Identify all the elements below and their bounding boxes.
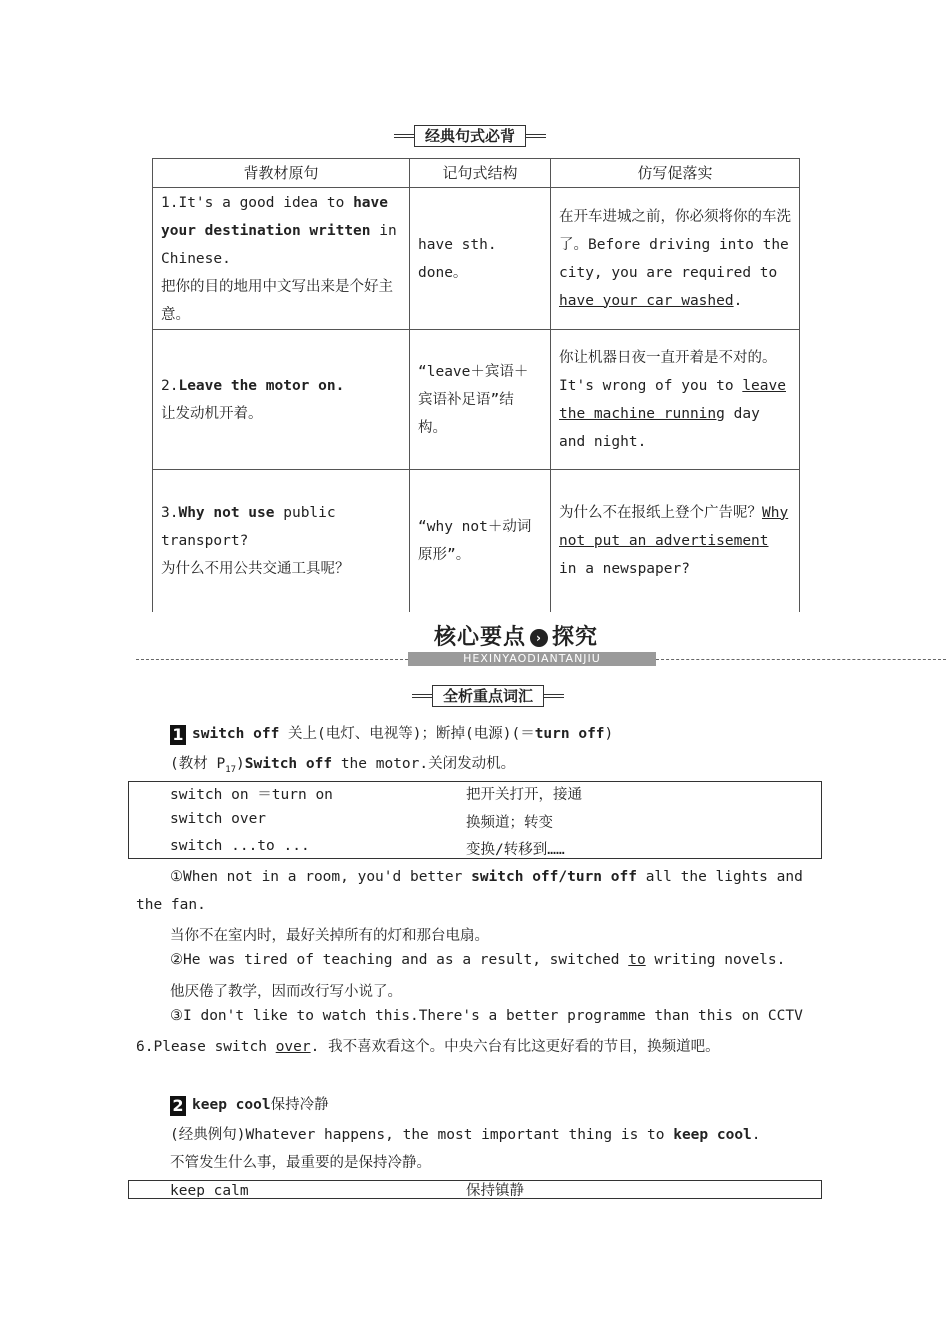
column-header: 背教材原句 [153,159,410,188]
section-title: 全析重点词汇 [432,685,544,707]
vocab-item-2-example: (经典例句)Whatever happens, the most important thing is to keep cool. [170,1127,761,1143]
arrow-icon: › [530,629,548,647]
structure-cell: “leave＋宾语＋宾语补足语”结构。 [410,330,551,470]
example-translation-2: 他厌倦了教学，因而改行写小说了。 [170,984,402,1000]
sentence-table [152,158,800,612]
original-sentence-cell: 3.Why not use public transport? 为什么不用公共交通工具呢？ [153,470,410,612]
column-header: 记句式结构 [410,159,551,188]
vocab-item-1-source-example: (教材 $P_{17})Switch$ off the motor.关闭发动机。 [170,756,516,775]
column-header: 仿写促落实 [551,159,800,188]
phrase-cn: 变换/转移到…… [466,842,565,858]
structure-cell: have sth. done。 [410,188,551,330]
phrase-cn: 保持镇静 [466,1183,524,1197]
structure-cell: “why not＋动词原形”。 [410,470,551,612]
core-banner-pinyin: HEXINYAODIANTANJIU [408,652,656,666]
phrase-en: switch on ＝turn on [170,787,333,803]
original-sentence-cell: 2.Leave the motor on. 让发动机开着。 [153,330,410,470]
phrase-cn: 把开关打开，接通 [466,787,582,803]
section-title: 经典句式必背 [414,125,526,147]
divider [136,659,408,660]
section-header-classic-sentences [394,124,546,148]
section-header-key-vocab [412,684,564,708]
phrase-en: keep calm [170,1183,249,1197]
example-sentence-1-cont: the fan. [136,897,206,913]
phrase-en: switch ...to ... [170,838,310,854]
core-banner-title: 核心要点 › 探究 [434,625,599,650]
practice-cell: 你让机器日夜一直开着是不对的。It's wrong of you to leave the machine running day and night. [551,330,800,470]
vocab-item-2-heading: 2 keep cool保持冷静 [170,1093,329,1116]
practice-cell: 在开车进城之前，你必须将你的车洗了。Before driving into the city, you are required to have your car washed. [551,188,800,330]
table-row [153,470,800,612]
item-number-badge: 1 [170,725,186,745]
vocab-item-1-heading: 1 switch off 关上(电灯、电视等)；断掉(电源)(＝turn off) [170,722,613,745]
example-sentence-3: ③I don't like to watch this.There's a better programme than this on CCTV [170,1008,803,1024]
table-row [153,330,800,470]
table-header-row [153,159,800,188]
phrase-en: switch over [170,811,267,827]
vocab-item-2-translation: 不管发生什么事，最重要的是保持冷静。 [170,1155,431,1171]
original-sentence-cell: 1.It's a good idea to have your destination written in Chinese. 把你的目的地用中文写出来是个好主意。 [153,188,410,330]
phrase-cn: 换频道；转变 [466,815,553,831]
table-row [153,188,800,330]
example-sentence-1: ①When not in a room, you'd better switch off/turn off all the lights and [170,869,803,885]
example-sentence-3-cont: 6.Please switch over. 我不喜欢看这个。中央六台有比这更好看的节目，换频道吧。 [136,1039,720,1055]
example-translation-1: 当你不在室内时，最好关掉所有的灯和那台电扇。 [170,928,489,944]
example-sentence-2: ②He was tired of teaching and as a result, switched to writing novels. [170,952,786,968]
practice-cell: 为什么不在报纸上登个广告呢？Why not put an advertisement in a newspaper? [551,470,800,612]
divider [656,659,946,660]
item-number-badge: 2 [170,1096,186,1116]
